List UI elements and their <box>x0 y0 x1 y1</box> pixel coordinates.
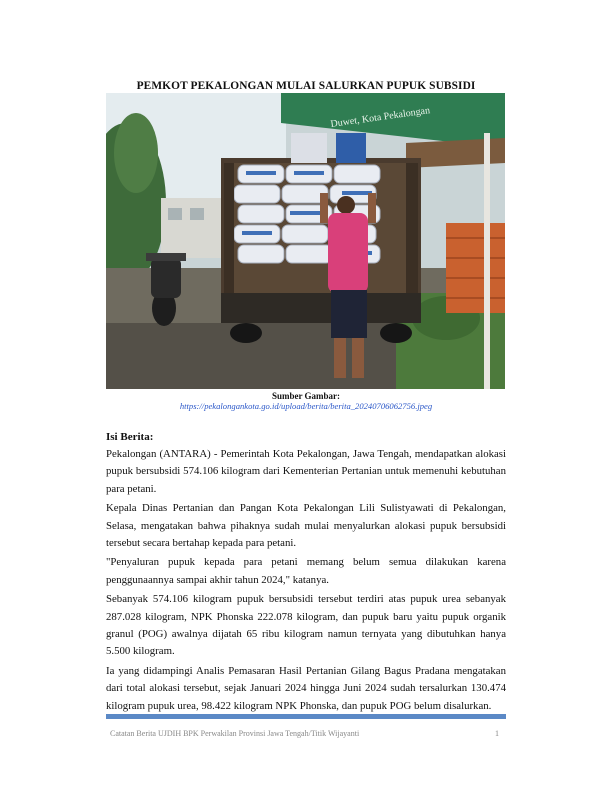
photo-sign-text: Duwet, Kota Pekalongan <box>329 105 431 130</box>
page-number: 1 <box>495 729 499 738</box>
section-heading: Isi Berita: <box>106 431 154 443</box>
image-source-link[interactable]: https://pekalongankota.go.id/upload/berita/berita_20240706062756.jpeg <box>179 401 433 411</box>
paragraph: "Penyaluran pupuk kepada para petani memang belum semua dilakukan karena penggunaannya sampai akhir tahun 2024," katanya. <box>106 556 506 586</box>
image-caption-label: Sumber Gambar: <box>271 391 341 401</box>
article-body <box>106 446 506 717</box>
paragraph: Ia yang didampingi Analis Pemasaran Hasil Pertanian Gilang Bagus Pradana mengatakan dari total alokasi tersebut, sejak Januari 2024 hingga Juni 2024 sudah tersalurkan 130.474 kilogram pupuk urea, 98.422 kilogram NPK Phonska, dan pupuk POG belum disalurkan. <box>106 664 506 712</box>
article-title: PEMKOT PEKALONGAN MULAI SALURKAN PUPUK SUBSIDI <box>136 80 476 92</box>
footer-text: Catatan Berita UJDIH BPK Perwakilan Provinsi Jawa Tengah/Titik Wijayanti <box>110 729 360 738</box>
footer-rule <box>106 714 506 719</box>
article-photo <box>106 93 505 389</box>
paragraph: Kepala Dinas Pertanian dan Pangan Kota Pekalongan Lili Sulistyawati di Pekalongan, Selasa, mengatakan bahwa pihaknya sudah mulai menyalurkan alokasi pupuk bersubsidi tersebut secara bertahap kepada para petani. <box>106 502 506 550</box>
paragraph: Sebanyak 574.106 kilogram pupuk bersubsidi tersebut terdiri atas pupuk urea sebanyak 287.028 kilogram, NPK Phonska 222.078 kilogram, dan pupuk baru yaitu pupuk organik granul (POG) awalnya dijatah 65 ribu kilogram namun ternyata yang dibutuhkan hanya 5.500 kilogram. <box>106 593 506 658</box>
paragraph: Pekalongan (ANTARA) - Pemerintah Kota Pekalongan, Jawa Tengah, mendapatkan alokasi pupuk bersubsidi 574.106 kilogram dari Kementerian Pertanian untuk memenuhi kebutuhan para petani. <box>106 448 506 495</box>
